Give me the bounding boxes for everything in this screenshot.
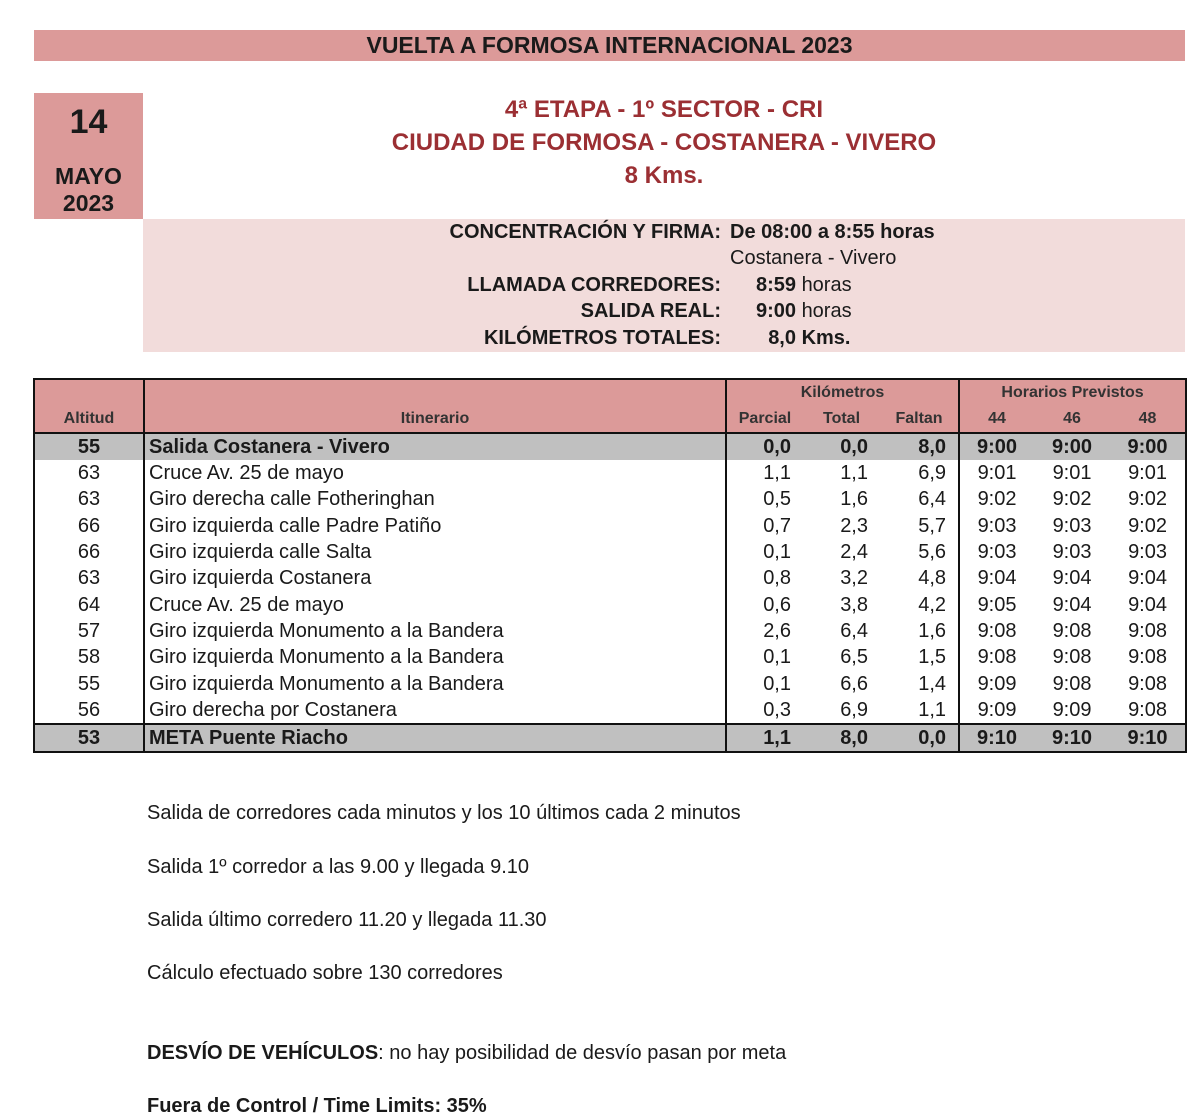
time-44-cell: 9:01	[977, 462, 1017, 485]
km-value: 8,0	[768, 327, 796, 349]
table-row	[34, 618, 1186, 644]
time-44-cell: 9:02	[977, 488, 1017, 511]
faltan-cell: 6,9	[880, 460, 959, 486]
table-row	[34, 697, 1186, 724]
altitud-cell: 64	[34, 591, 144, 617]
time-46-cell: 9:02	[1052, 488, 1092, 511]
itinerario-cell: Giro izquierda Monumento a la Bandera	[144, 670, 726, 696]
info-row-km	[143, 325, 1185, 351]
altitud-cell: 66	[34, 539, 144, 565]
time-48-cell: 9:02	[1110, 486, 1186, 512]
time-48-cell: 9:02	[1110, 513, 1186, 539]
altitud-cell: 56	[34, 697, 144, 724]
time-46-cell: 9:03	[1052, 514, 1092, 537]
time-44-cell: 9:00	[959, 433, 1034, 460]
total-cell: 3,8	[840, 593, 868, 616]
time-48-cell: 9:00	[1110, 433, 1186, 460]
total-cell: 2,4	[840, 541, 868, 564]
parcial-cell: 0,1	[763, 672, 791, 695]
date-year: 2023	[62, 190, 115, 216]
time-48-cell: 9:03	[1110, 539, 1186, 565]
header-time-48: 48	[1110, 406, 1186, 433]
km-unit: Kms.	[801, 327, 851, 349]
altitud-cell: 57	[34, 618, 144, 644]
itinerario-cell: Giro izquierda Monumento a la Bandera	[144, 618, 726, 644]
total-cell: 3,2	[840, 567, 868, 590]
parcial-cell: 0,7	[763, 514, 791, 537]
table-row	[34, 724, 1186, 752]
salida-value: 9:00	[755, 300, 796, 322]
llamada-unit: horas	[801, 274, 852, 296]
time-44-cell: 9:03	[977, 514, 1017, 537]
info-box	[143, 219, 1185, 352]
total-cell: 1,6	[840, 488, 868, 511]
stage-heading	[143, 93, 1185, 192]
altitud-cell: 55	[34, 670, 144, 696]
table-header-row-2	[34, 406, 1186, 433]
total-cell: 6,6	[840, 672, 868, 695]
time-44-cell: 9:03	[977, 541, 1017, 564]
time-46-cell: 9:01	[1052, 462, 1092, 485]
altitud-cell: 53	[34, 724, 144, 752]
faltan-cell: 8,0	[880, 433, 959, 460]
table-row	[34, 591, 1186, 617]
itinerary-table	[33, 378, 1187, 753]
faltan-cell: 5,7	[880, 513, 959, 539]
total-cell: 2,3	[840, 514, 868, 537]
itinerario-cell: Cruce Av. 25 de mayo	[144, 460, 726, 486]
table-row	[34, 644, 1186, 670]
time-48-cell: 9:04	[1110, 565, 1186, 591]
itinerario-cell: Giro izquierda calle Salta	[144, 539, 726, 565]
table-row	[34, 539, 1186, 565]
time-44-cell: 9:04	[977, 567, 1017, 590]
desvio-text: : no hay posibilidad de desvío pasan por meta	[378, 1042, 787, 1064]
time-48-cell: 9:10	[1110, 724, 1186, 752]
header-group-km: Kilómetros	[726, 379, 959, 406]
time-44-cell: 9:09	[977, 698, 1017, 721]
time-44-cell: 9:10	[959, 724, 1034, 752]
altitud-cell: 63	[34, 460, 144, 486]
document-title: VUELTA A FORMOSA INTERNACIONAL 2023	[34, 30, 1185, 61]
table-row	[34, 670, 1186, 696]
time-46-cell: 9:04	[1052, 593, 1092, 616]
faltan-cell: 5,6	[880, 539, 959, 565]
time-48-cell: 9:08	[1110, 618, 1186, 644]
stage-line-3: 8 Kms.	[624, 162, 704, 189]
salida-value-wrap	[730, 298, 852, 324]
parcial-cell: 1,1	[763, 462, 791, 485]
time-48-cell: 9:01	[1110, 460, 1186, 486]
faltan-cell: 0,0	[880, 724, 959, 752]
salida-unit: horas	[801, 300, 852, 322]
time-46-cell: 9:10	[1034, 724, 1110, 752]
header-time-44: 44	[959, 406, 1034, 433]
altitud-cell: 55	[34, 433, 144, 460]
itinerario-cell: Giro izquierda Costanera	[144, 565, 726, 591]
date-box	[34, 93, 143, 219]
time-46-cell: 9:00	[1034, 433, 1110, 460]
time-46-cell: 9:09	[1052, 698, 1092, 721]
time-44-cell: 9:08	[977, 646, 1017, 669]
header-altitud-top	[34, 379, 144, 406]
time-48-cell: 9:08	[1110, 697, 1186, 724]
parcial-cell: 0,1	[763, 646, 791, 669]
faltan-cell: 1,1	[880, 697, 959, 724]
total-cell: 0,0	[803, 433, 880, 460]
header-faltan: Faltan	[880, 406, 959, 433]
info-row-concentracion	[143, 219, 1185, 245]
stage-line-2: CIUDAD DE FORMOSA - COSTANERA - VIVERO	[391, 129, 937, 156]
time-46-cell: 9:08	[1052, 672, 1092, 695]
concentracion-label: CONCENTRACIÓN Y FIRMA:	[449, 221, 721, 243]
parcial-cell: 0,5	[763, 488, 791, 511]
time-48-cell: 9:04	[1110, 591, 1186, 617]
faltan-cell: 4,8	[880, 565, 959, 591]
parcial-cell: 0,3	[763, 698, 791, 721]
desvio-label: DESVÍO DE VEHÍCULOS	[147, 1042, 379, 1064]
time-44-cell: 9:09	[977, 672, 1017, 695]
time-46-cell: 9:08	[1052, 619, 1092, 642]
itinerario-cell: Giro derecha calle Fotheringhan	[144, 486, 726, 512]
time-44-cell: 9:08	[977, 619, 1017, 642]
parcial-cell: 0,0	[726, 433, 803, 460]
faltan-cell: 4,2	[880, 591, 959, 617]
note-1: Salida de corredores cada minutos y los 10 últimos cada 2 minutos	[147, 802, 741, 824]
time-46-cell: 9:08	[1052, 646, 1092, 669]
date-month: MAYO	[55, 163, 122, 189]
stage-line-1: 4ª ETAPA - 1º SECTOR - CRI	[504, 96, 824, 123]
itinerario-cell: Salida Costanera - Vivero	[144, 433, 726, 460]
itinerario-cell: Giro izquierda Monumento a la Bandera	[144, 644, 726, 670]
km-label: KILÓMETROS TOTALES:	[483, 327, 721, 349]
header-itinerario-top	[144, 379, 726, 406]
itinerario-cell: Cruce Av. 25 de mayo	[144, 591, 726, 617]
info-row-place	[143, 245, 1185, 271]
llamada-value: 8:59	[755, 274, 796, 296]
header-total: Total	[803, 406, 880, 433]
altitud-cell: 66	[34, 513, 144, 539]
itinerario-cell: Giro izquierda calle Padre Patiño	[144, 513, 726, 539]
faltan-cell: 1,4	[880, 670, 959, 696]
table-row	[34, 565, 1186, 591]
altitud-cell: 58	[34, 644, 144, 670]
note-4: Cálculo efectuado sobre 130 corredores	[147, 962, 503, 984]
itinerario-cell: Giro derecha por Costanera	[144, 697, 726, 724]
itinerario-cell: META Puente Riacho	[144, 724, 726, 752]
header-parcial: Parcial	[726, 406, 803, 433]
parcial-cell: 0,1	[763, 541, 791, 564]
time-44-cell: 9:05	[977, 593, 1017, 616]
time-46-cell: 9:04	[1052, 567, 1092, 590]
itinerary-table-body	[34, 379, 1186, 752]
faltan-cell: 1,6	[880, 618, 959, 644]
table-header-row-1	[34, 379, 1186, 406]
header-group-times: Horarios Previstos	[959, 379, 1186, 406]
header-time-46: 46	[1034, 406, 1110, 433]
info-row-llamada	[143, 272, 1185, 298]
note-fuera-control: Fuera de Control / Time Limits: 35%	[147, 1095, 487, 1117]
altitud-cell: 63	[34, 486, 144, 512]
note-3: Salida último corredero 11.20 y llegada 11.30	[147, 909, 547, 931]
parcial-cell: 0,8	[763, 567, 791, 590]
time-46-cell: 9:03	[1052, 541, 1092, 564]
table-row	[34, 460, 1186, 486]
header-itinerario: Itinerario	[144, 406, 726, 433]
llamada-label: LLAMADA CORREDORES:	[467, 274, 721, 296]
time-48-cell: 9:08	[1110, 644, 1186, 670]
total-cell: 6,5	[840, 646, 868, 669]
salida-label: SALIDA REAL:	[580, 300, 721, 322]
parcial-cell: 2,6	[763, 619, 791, 642]
info-row-salida	[143, 298, 1185, 324]
faltan-cell: 1,5	[880, 644, 959, 670]
concentracion-place: Costanera - Vivero	[730, 247, 897, 269]
time-48-cell: 9:08	[1110, 670, 1186, 696]
faltan-cell: 6,4	[880, 486, 959, 512]
table-row	[34, 433, 1186, 460]
concentracion-value: De 08:00 a 8:55 horas	[730, 221, 935, 243]
parcial-cell: 0,6	[763, 593, 791, 616]
parcial-cell: 1,1	[726, 724, 803, 752]
total-cell: 6,9	[840, 698, 868, 721]
note-2: Salida 1º corredor a las 9.00 y llegada 9.10	[147, 856, 529, 878]
llamada-value-wrap	[730, 272, 852, 298]
table-row	[34, 486, 1186, 512]
total-cell: 8,0	[803, 724, 880, 752]
date-day: 14	[69, 103, 108, 141]
total-cell: 1,1	[840, 462, 868, 485]
header-altitud: Altitud	[34, 406, 144, 433]
km-value-wrap	[730, 325, 850, 351]
note-desvio	[147, 1042, 786, 1065]
altitud-cell: 63	[34, 565, 144, 591]
table-row	[34, 513, 1186, 539]
total-cell: 6,4	[840, 619, 868, 642]
